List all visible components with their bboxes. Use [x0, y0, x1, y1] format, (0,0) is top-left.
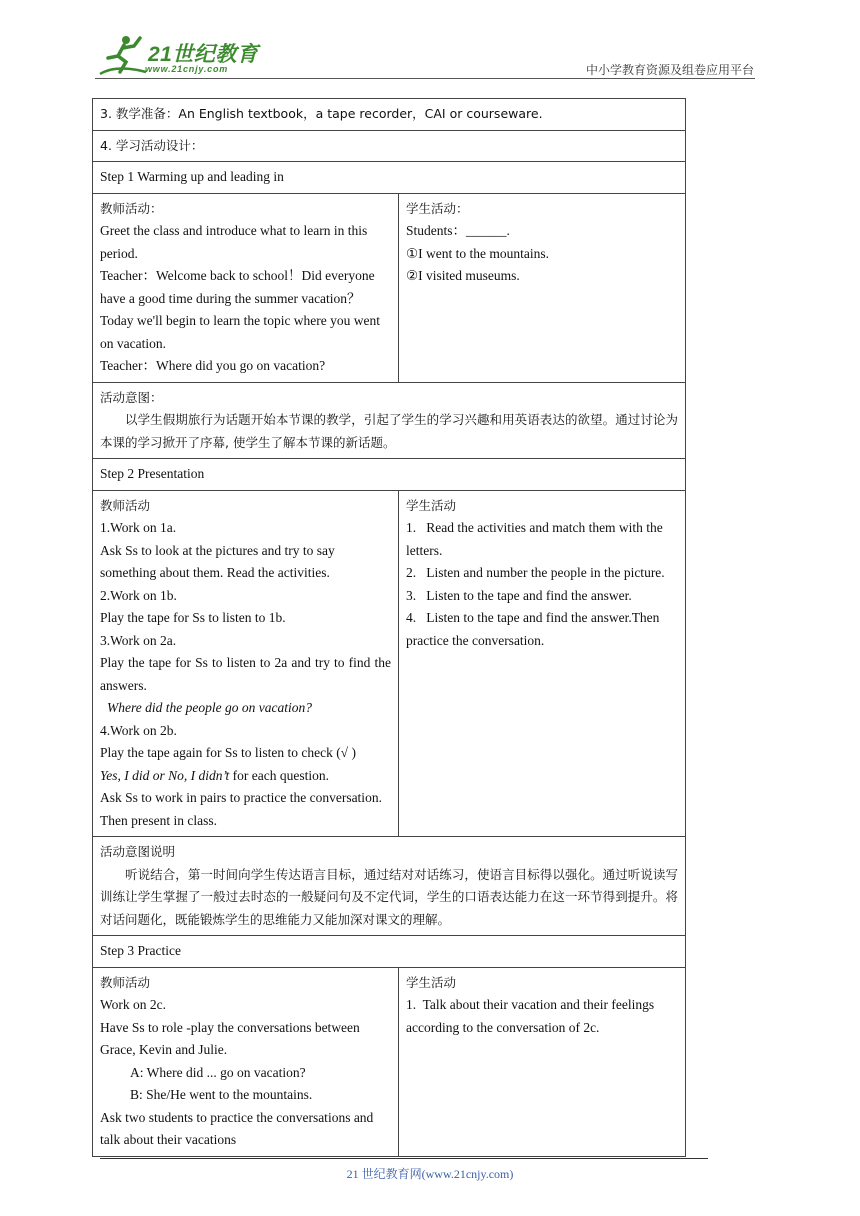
table-row	[93, 459, 686, 491]
text-line: 4.Work on 2b.	[100, 722, 177, 738]
text-line	[100, 765, 391, 788]
text-line: Where did the people go on vacation?	[107, 700, 312, 715]
intent-body: 以学生假期旅行为话题开始本节课的教学，引起了学生的学习兴趣和用英语表达的欲望。通过讨论为本课的学习掀开了序幕, 使学生了解本节课的新话题。	[100, 412, 679, 450]
step3-heading: Step 3 Practice	[93, 936, 686, 968]
logo-text: 21世纪教育	[148, 43, 259, 66]
text-line: Greet the class and introduce what to learn in this period.	[100, 223, 368, 261]
text-line: Teacher：Welcome back to school！Did everyone have a good time during the summer vacation？Today we'll begin to learn the topic where you went on vacation.	[100, 268, 381, 351]
text-line: Play the tape for Ss to listen to 1b.	[100, 610, 286, 625]
text-line: 1. Read the activities and match them with the letters.	[406, 520, 667, 558]
step1-heading: Step 1 Warming up and leading in	[93, 162, 686, 194]
text-line: Work on 2c.	[100, 997, 167, 1012]
table-row	[93, 99, 686, 131]
prep-cell: 3. 教学准备：An English textbook，a tape recorder，CAI or courseware.	[93, 99, 686, 131]
runner-logo-icon	[96, 34, 148, 78]
page-header	[0, 0, 860, 80]
italic-answer: Yes, I did or No, I didn’t	[100, 767, 230, 783]
lesson-plan-table	[92, 98, 686, 1157]
step2-heading: Step 2 Presentation	[93, 459, 686, 491]
intent-title: 活动意图说明	[100, 844, 176, 859]
table-row	[93, 936, 686, 968]
logo-url: www.21cnjy.com	[145, 64, 229, 74]
step3-student-cell	[399, 967, 686, 1156]
header-divider	[95, 78, 755, 79]
table-row	[93, 490, 686, 837]
design-cell: 4. 学习活动设计：	[93, 130, 686, 162]
table-row	[93, 193, 686, 382]
table-row	[93, 967, 686, 1156]
teacher-activity-title: 教师活动	[100, 974, 151, 990]
text-line: Ask Ss to look at the pictures and try to say something about them. Read the activities.	[100, 542, 335, 580]
table-row	[93, 837, 686, 936]
intent1-cell	[93, 382, 686, 459]
text-line: 3.Work on 2a.	[100, 632, 177, 648]
text-line: Play the tape for Ss to listen to 2a and try to find the answers.	[100, 655, 391, 693]
footer-link[interactable]: 21 世纪教育网(www.21cnjy.com)	[346, 1167, 514, 1181]
intent-title: 活动意图：	[100, 389, 163, 405]
student-activity-title: 学生活动	[406, 974, 457, 990]
text-fragment: for each question.	[229, 767, 329, 783]
step1-student-cell	[399, 193, 686, 382]
text-line: 3. Listen to the tape and find the answer.	[406, 587, 632, 603]
table-row	[93, 130, 686, 162]
text-line: Play the tape again for Ss to listen to check (√ )	[100, 745, 356, 760]
text-line: Teacher：Where did you go on vacation?	[100, 358, 326, 373]
text-line: Students：______.	[406, 223, 510, 238]
teacher-activity-title: 教师活动：	[100, 200, 163, 216]
text-line: Ask two students to practice the conversations and talk about their vacations	[100, 1109, 374, 1147]
text-line: B: She/He went to the mountains.	[130, 1087, 313, 1102]
text-line: 1.Work on 1a.	[100, 520, 177, 535]
text-line: Have Ss to role -play the conversations between Grace, Kevin and Julie.	[100, 1019, 360, 1057]
student-activity-title: 学生活动：	[406, 200, 469, 216]
table-row	[93, 162, 686, 194]
intent-body: 听说结合，第一时间向学生传达语言目标，通过结对对话练习，使语言目标得以强化。通过听说读写训练让学生掌握了一般过去时态的一般疑问句及不定代词，学生的口语表达能力在这一环节得到提升。将对话问题化，既能锻炼学生的思维能力又能加深对课文的理解。	[100, 866, 679, 927]
text-line: ②I visited museums.	[406, 268, 520, 283]
text-line: A: Where did ... go on vacation?	[130, 1064, 306, 1080]
text-line: Ask Ss to work in pairs to practice the conversation. Then present in class.	[100, 790, 382, 828]
student-activity-title: 学生活动	[406, 497, 457, 513]
text-line: 4. Listen to the tape and find the answer.Then practice the conversation.	[406, 610, 663, 648]
step1-teacher-cell	[93, 193, 399, 382]
intent2-cell	[93, 837, 686, 936]
step3-teacher-cell	[93, 967, 399, 1156]
footer-divider	[100, 1158, 708, 1159]
text-line: 2.Work on 1b.	[100, 587, 177, 603]
text-line: ①I went to the mountains.	[406, 245, 549, 261]
table-row	[93, 382, 686, 459]
platform-name: 中小学教育资源及组卷应用平台	[585, 63, 754, 77]
step2-teacher-cell	[93, 490, 399, 837]
step2-student-cell	[399, 490, 686, 837]
text-line: 1. Talk about their vacation and their feelings according to the conversation of 2c.	[406, 997, 658, 1035]
text-line: 2. Listen and number the people in the picture.	[406, 565, 665, 580]
teacher-activity-title: 教师活动	[100, 497, 151, 513]
